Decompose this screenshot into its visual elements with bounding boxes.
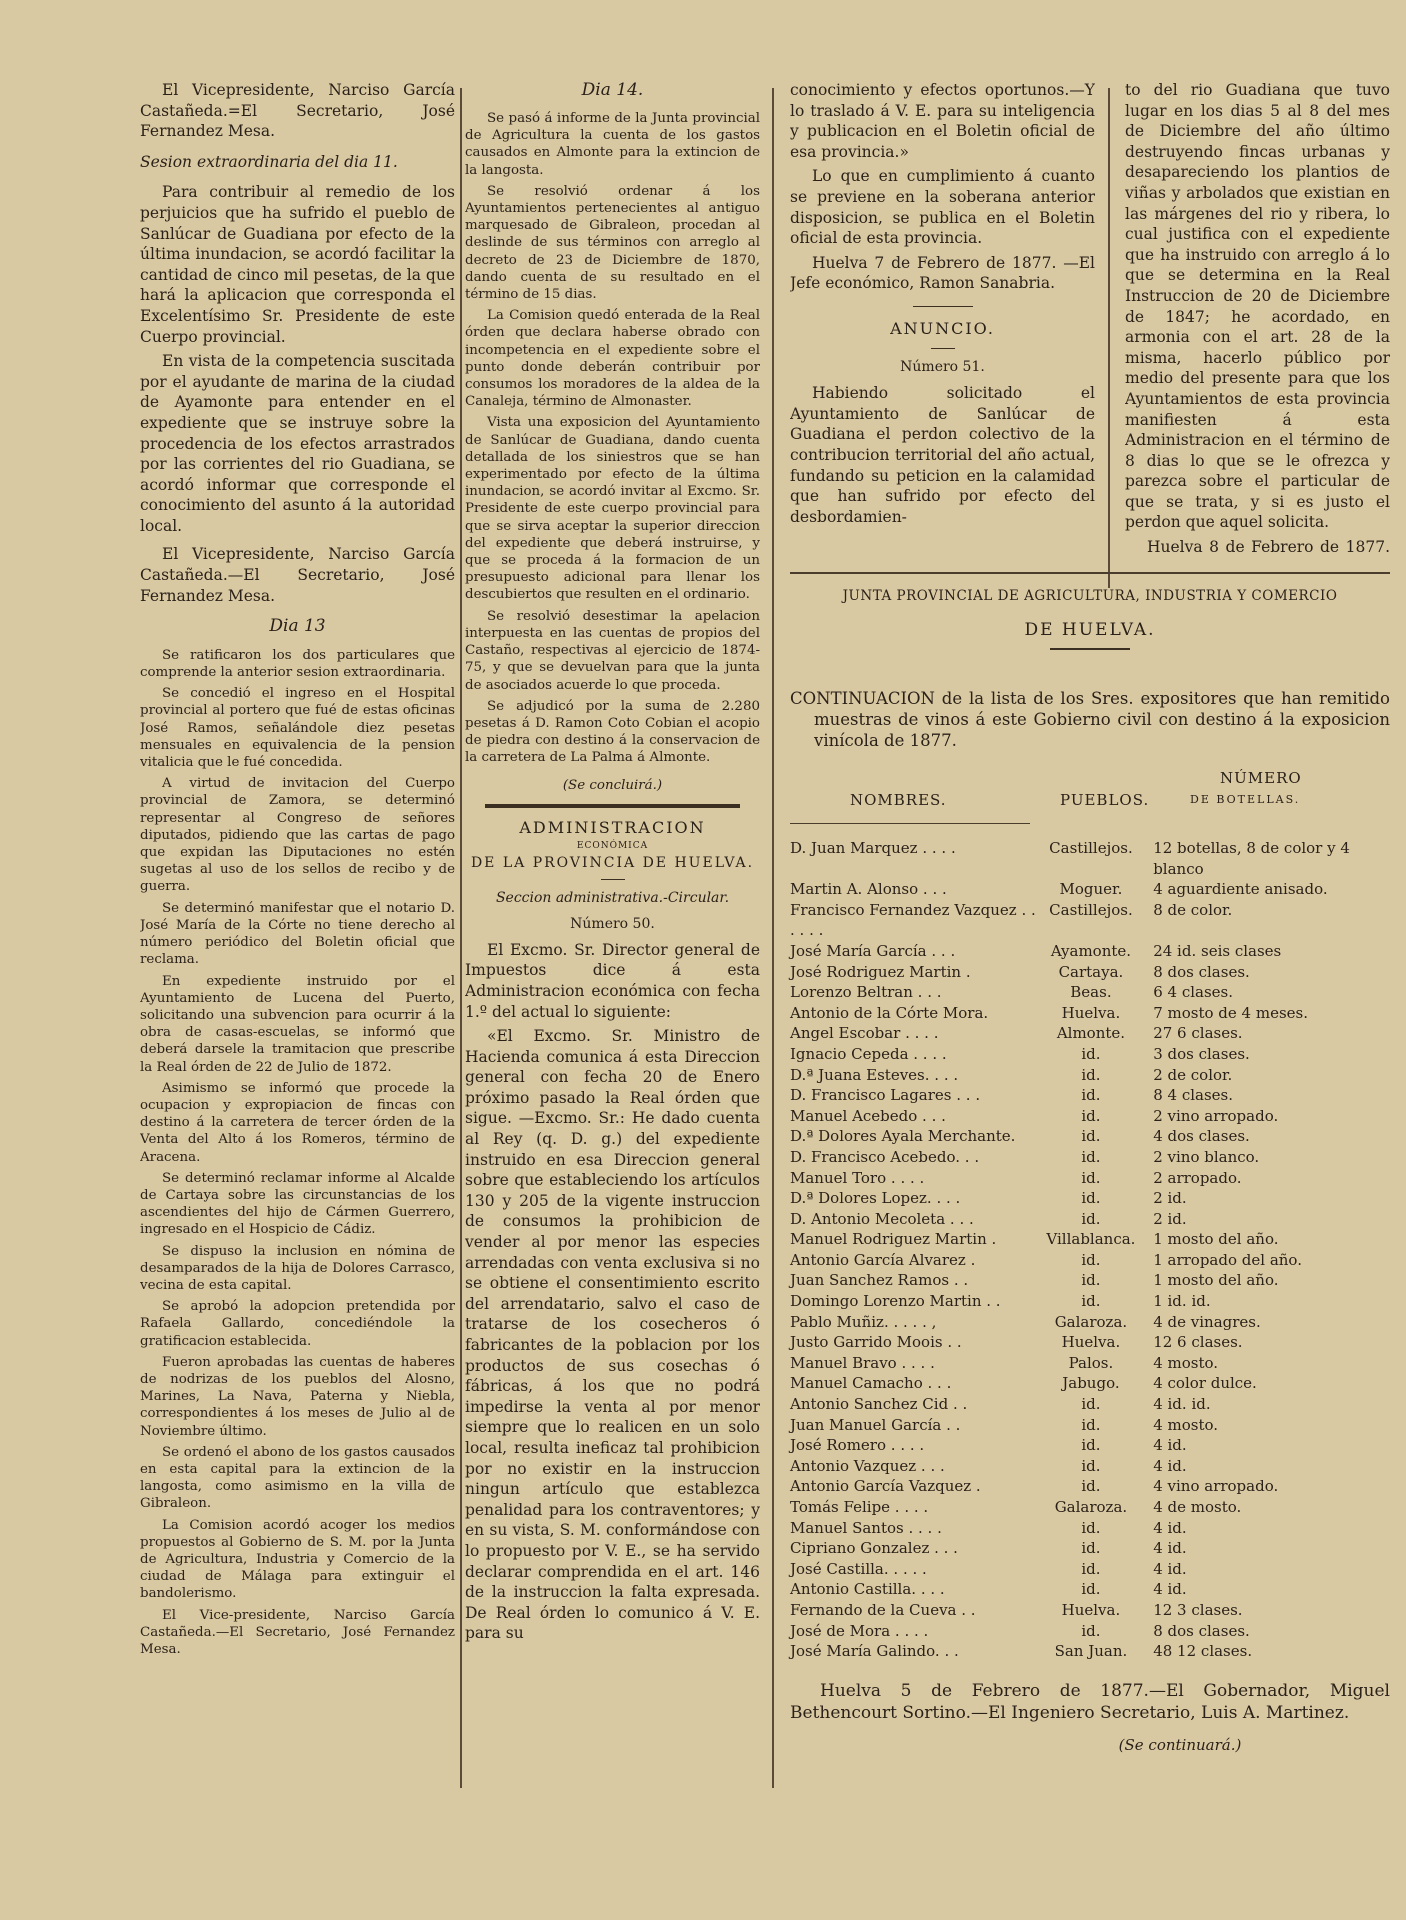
table-row (790, 1291, 1390, 1312)
closing-signature: Huelva 5 de Febrero de 1877.—El Gobernador, Miguel Bethencourt Sortino.—El Ingeniero Secretario, Luis A. Martinez. (790, 1680, 1390, 1723)
column-rule (460, 88, 462, 1788)
cell-name: Cipriano Gonzalez . . . (790, 1539, 958, 1558)
column-4 (1125, 80, 1390, 560)
cell-bottles: 48 12 clases. (1153, 1642, 1253, 1661)
table-row (790, 1373, 1390, 1394)
table-row (790, 1559, 1390, 1580)
cell-name: Manuel Santos . . . . (790, 1518, 942, 1537)
exhibitor-list (790, 688, 1390, 1758)
cell-town: Palos. (1068, 1353, 1114, 1372)
column-2 (465, 80, 760, 1900)
cell-name: José Romero . . . . (790, 1436, 925, 1455)
paragraph: Se adjudicó por la suma de 2.280 pesetas á D. Ramon Coto Cobian el acopio de piedra con destino á la conservacion de la carretera de La Palma á Almonte. (465, 698, 760, 766)
cell-bottles: 4 color dulce. (1153, 1374, 1257, 1393)
cell-town: Castillejos. (1049, 839, 1133, 857)
cell-name: José Castilla. . . . . (790, 1559, 927, 1578)
cell-town: id. (1081, 1147, 1101, 1166)
paragraph: La Comision quedó enterada de la Real órden que declara haberse obrado con incompetencia en el expediente sobre el punto donde deberán contribuir por consumos los moradores de la aldea de la Canaleja, término de Almonaster. (465, 308, 760, 410)
cell-town: id. (1081, 1292, 1101, 1311)
cell-bottles: 1 arropado del año. (1153, 1250, 1302, 1269)
cell-bottles: 2 vino arropado. (1153, 1106, 1279, 1125)
cell-bottles: 8 dos clases. (1153, 962, 1250, 981)
cell-town: id. (1081, 1044, 1101, 1063)
paragraph: A virtud de invitacion del Cuerpo provincial de Zamora, se determinó representar al Congreso de señores diputados, pidiendo que las cartas de pago que expidan las Diputaciones no estén sugetas al uso de los sellos de recibo y de guerra. (140, 776, 455, 895)
cell-name: Pablo Muñiz. . . . . , (790, 1312, 937, 1331)
cell-name: Martin A. Alonso . . . (790, 880, 947, 899)
continuation-note: (Se concluirá.) (562, 777, 663, 793)
paragraph: to del rio Guadiana que tuvo lugar en los dias 5 al 8 del mes de Diciembre del año último destruyendo fincas urbanas y desapareciendo los plantios de viñas y arbolados que existian en las márgenes del rio y ribera, lo cual justifica con el expediente que ha instruido con arreglo á lo que se determina en la Real Instruccion de 20 de Diciembre de 1847; he acordado, en armonia con el art. 28 de la misma, hacerlo público por medio del presente para que los Ayuntamientos de esta provincia manifiesten á esta Administracion en el término de 8 dias lo que se le ofrezca y parezca sobre el particular de que se trata, y si es justo el perdon que aquel solicita. (1125, 81, 1390, 532)
cell-bottles: 1 id. id. (1153, 1292, 1211, 1311)
column-3 (790, 80, 1095, 560)
cell-bottles: 4 id. (1153, 1559, 1187, 1578)
cell-bottles: 4 aguardiente anisado. (1153, 880, 1328, 899)
cell-name: Tomás Felipe . . . . (790, 1498, 929, 1516)
cell-name: Antonio García Alvarez . (790, 1250, 976, 1269)
cell-town: Moguer. (1059, 880, 1123, 899)
cell-bottles: 12 6 clases. (1153, 1333, 1243, 1352)
paragraph: En vista de la competencia suscitada por el ayudante de marina de la ciudad de Ayamonte para entender en el expediente que se instruye sobre la procedencia de los efectos arrastrados por las corrientes del rio Guadiana, se acordó informar que corresponde el conocimiento del asunto á la autoridad local. (140, 352, 455, 535)
cell-town: Huelva. (1061, 1333, 1121, 1352)
cell-name: Manuel Toro . . . . (790, 1168, 925, 1187)
table-row (790, 1538, 1390, 1559)
paragraph: Se aprobó la adopcion pretendida por Rafaela Gallardo, concediéndole la gratificacion establecida. (140, 1299, 455, 1349)
continuation-note: (Se continuará.) (1118, 1735, 1242, 1754)
table-row (790, 1085, 1390, 1106)
cell-bottles: 24 id. seis clases (1153, 941, 1282, 960)
paragraph: «El Excmo. Sr. Ministro de Hacienda comunica á esta Direccion general con fecha 20 de Enero próximo pasado la Real órden que sigue. —Excmo. Sr.: He dado cuenta al Rey (q. D. g.) del expediente instruido en esa Direccion general sobre que estableciendo los artículos 130 y 205 de la vigente instruccion de consumos la prohibicion de vender al por menor las especies arrendadas con venta exclusiva si no se obtiene el consentimiento escrito del arrendatario, salvo el caso de tratarse de los cosecheros ó fabricantes de la poblacion por los productos de sus cosechas ó fábricas, á los que no podrá impedirse la venta al por menor siempre que lo realicen en un solo local, resulta ineficaz tal prohibicion por no existir en la instruccion ningun artículo que establezca penalidad para los contraventores; y en su vista, S. M. conformándose con lo propuesto por V. E., se ha servido declarar comprendida en el art. 146 de la instruccion la falta expresada. De Real órden lo comunico á V. E. para su (465, 1027, 760, 1643)
cell-bottles: 27 6 clases. (1153, 1024, 1243, 1043)
paragraph: Para contribuir al remedio de los perjuicios que ha sufrido el pueblo de Sanlúcar de Guadiana por efecto de la última inundacion, se acordó facilitar la cantidad de cinco mil pesetas, de la que hará la aplicacion que corresponda el Excelentísimo Sr. Presidente de este Cuerpo provincial. (140, 183, 455, 346)
table-row (790, 1641, 1390, 1662)
table-row (790, 1023, 1390, 1044)
table-row (790, 1209, 1390, 1230)
cell-town: id. (1081, 1086, 1101, 1105)
cell-name: Justo Garrido Moois . . (790, 1333, 962, 1352)
cell-town: id. (1081, 1559, 1101, 1578)
cell-bottles: 4 id. (1153, 1436, 1187, 1455)
section-heading: Seccion administrativa.-Circular. (495, 889, 730, 906)
cell-town: Ayamonte. (1050, 941, 1132, 960)
cell-name: D.ª Juana Esteves. . . . (790, 1065, 959, 1084)
notice-number: Número 51. (900, 358, 985, 375)
cell-bottles: 4 mosto. (1153, 1415, 1219, 1434)
table-row (790, 1435, 1390, 1456)
paragraph: conocimiento y efectos oportunos.—Y lo traslado á V. E. para su inteligencia y publicacion en el Boletin oficial de esa provincia.» (790, 81, 1095, 161)
paragraph: Se ordenó el abono de los gastos causados en esta capital para la extincion de la langosta, como asimismo en la villa de Gibraleon. (140, 1444, 455, 1512)
cell-name: D. Francisco Acebedo. . . (790, 1147, 980, 1166)
paragraph: Se resolvió ordenar á los Ayuntamientos pertenecientes al antiguo marquesado de Gibraleon, procedan al deslinde de sus términos con arreglo al decreto de 23 de Diciembre de 1870, dando cuenta de su resultado en el término de 15 dias. (465, 183, 760, 303)
column-header-bottles: DE BOTELLAS. (1190, 793, 1301, 806)
paragraph: La Comision acordó acoger los medios propuestos al Gobierno de S. M. por la Junta de Agricultura, Industria y Comercio de la ciudad de Málaga para extinguir el bandolerismo. (140, 1517, 455, 1602)
table-row (790, 1270, 1390, 1291)
cell-town: Huelva. (1061, 1600, 1121, 1619)
cell-town: Huelva. (1061, 1003, 1121, 1022)
table-row (790, 1621, 1390, 1642)
cell-bottles: 1 mosto del año. (1153, 1230, 1279, 1249)
cell-name: Francisco Fernandez Vazquez . . . . . . (790, 900, 1036, 940)
table-row (790, 1147, 1390, 1168)
table-row (790, 941, 1390, 962)
cell-name: Manuel Acebedo . . . (790, 1106, 946, 1125)
paragraph: Asimismo se informó que procede la ocupacion y expropiacion de fincas con destino á la carretera de tercer órden de la Venta del Alto á los Romeros, término de Aracena. (140, 1080, 455, 1165)
table-row (790, 1106, 1390, 1127)
column-header-towns: PUEBLOS. (1060, 791, 1150, 809)
list-intro: CONTINUACION de la lista de los Sres. expositores que han remitido muestras de vinos á este Gobierno civil con destino á la exposicion vinícola de 1877. (790, 689, 1390, 750)
paragraph: Lo que en cumplimiento á cuanto se previene en la soberana anterior disposicion, se publica en el Boletin oficial de esta provincia. (790, 167, 1095, 248)
cell-bottles: 4 de mosto. (1153, 1498, 1242, 1516)
cell-name: D. Antonio Mecoleta . . . (790, 1209, 974, 1228)
signature: El Vicepresidente, Narciso García Castañeda.=El Secretario, José Fernandez Mesa. (140, 81, 455, 141)
cell-name: Manuel Camacho . . . (790, 1374, 952, 1393)
cell-name: Antonio Vazquez . . . (790, 1456, 945, 1475)
table-row (790, 1312, 1390, 1333)
table-row (790, 1600, 1390, 1621)
cell-name: Antonio de la Córte Mora. (790, 1003, 989, 1022)
cell-bottles: 2 de color. (1153, 1065, 1233, 1084)
cell-name: Antonio García Vazquez . (790, 1477, 981, 1496)
cell-town: id. (1081, 1415, 1101, 1434)
section-title: ADMINISTRACION (519, 817, 706, 837)
cell-bottles: 2 arropado. (1153, 1168, 1242, 1187)
divider (931, 348, 955, 349)
cell-town: id. (1081, 1106, 1101, 1125)
cell-bottles: 8 dos clases. (1153, 1621, 1250, 1640)
cell-name: José Rodriguez Martin . (790, 962, 971, 981)
cell-town: id. (1081, 1456, 1101, 1475)
cell-town: Almonte. (1056, 1024, 1126, 1043)
cell-bottles: 4 vino arropado. (1153, 1477, 1279, 1496)
table-row (790, 1168, 1390, 1189)
paragraph: Habiendo solicitado el Ayuntamiento de Sanlúcar de Guadiana el perdon colectivo de la contribucion territorial del año actual, fundando su peticion en la calamidad que han sufrido por efecto del desbordamien- (790, 384, 1095, 526)
cell-name: Angel Escobar . . . . (790, 1024, 939, 1043)
table-row (790, 879, 1390, 900)
table-row (790, 982, 1390, 1003)
cell-bottles: 4 id. (1153, 1456, 1187, 1475)
cell-town: id. (1081, 1065, 1101, 1084)
junta-header (790, 588, 1390, 658)
table-body (790, 838, 1390, 1662)
cell-bottles: 4 id. id. (1153, 1395, 1211, 1414)
divider (1050, 648, 1130, 650)
cell-bottles: 4 mosto. (1153, 1353, 1219, 1372)
cell-name: Antonio Sanchez Cid . . (790, 1395, 968, 1414)
column-rule (772, 88, 774, 1788)
cell-bottles: 8 de color. (1153, 900, 1233, 919)
junta-title: JUNTA PROVINCIAL DE AGRICULTURA, INDUSTRIA Y COMERCIO (842, 588, 1338, 604)
cell-name: D.ª Dolores Ayala Merchante. (790, 1127, 1016, 1146)
cell-town: id. (1081, 1436, 1101, 1455)
cell-town: Villablanca. (1046, 1230, 1136, 1249)
cell-town: Jabugo. (1062, 1374, 1120, 1393)
cell-town: Galaroza. (1054, 1498, 1128, 1516)
table-row (790, 838, 1390, 879)
table-row (790, 1188, 1390, 1209)
cell-town: Beas. (1070, 983, 1112, 1002)
cell-bottles: 4 id. (1153, 1580, 1187, 1599)
divider (913, 306, 973, 307)
section-heading: Dia 14. (581, 80, 644, 100)
table-row (790, 1126, 1390, 1147)
table-row (790, 1229, 1390, 1250)
paragraph: Se determinó manifestar que el notario D. José María de la Córte no tiene derecho al número periódico del Boletin oficial que reclama. (140, 900, 455, 968)
cell-bottles: 4 de vinagres. (1153, 1312, 1261, 1331)
cell-bottles: 4 id. (1153, 1518, 1187, 1537)
section-heading: Sesion extraordinaria del dia 11. (140, 152, 398, 171)
cell-name: D.ª Dolores Lopez. . . . (790, 1189, 961, 1208)
cell-bottles: 4 dos clases. (1153, 1127, 1250, 1146)
cell-town: id. (1081, 1580, 1101, 1599)
table-row (790, 1415, 1390, 1436)
cell-bottles: 6 4 clases. (1153, 983, 1234, 1002)
cell-name: Fernando de la Cueva . . (790, 1600, 976, 1619)
table-row (790, 1579, 1390, 1600)
cell-name: José de Mora . . . . (790, 1621, 929, 1640)
divider (601, 879, 625, 880)
paragraph: Se dispuso la inclusion en nómina de desamparados de la hija de Dolores Carrasco, vecina de esta capital. (140, 1243, 455, 1293)
table-row (790, 1456, 1390, 1477)
table-row (790, 1476, 1390, 1497)
table-row (790, 1044, 1390, 1065)
section-subtitle: DE LA PROVINCIA DE HUELVA. (470, 854, 755, 871)
paragraph: Se resolvió desestimar la apelacion interpuesta en las cuentas de propios del Castaño, respectivas al ejercicio de 1874-75, y que se devuelvan para que la junta de asociados acuerde lo que proceda. (465, 608, 760, 693)
section-title: ANUNCIO. (890, 318, 995, 338)
cell-name: Antonio Castilla. . . . (790, 1580, 945, 1599)
divider (790, 823, 1030, 824)
paragraph: Se pasó á informe de la Junta provincial de Agricultura la cuenta de los gastos causados en Almonte para la extincion de la langosta. (465, 111, 760, 178)
cell-name: Juan Manuel García . . (790, 1415, 961, 1434)
cell-name: José María Galindo. . . (790, 1642, 959, 1661)
paragraph: En expediente instruido por el Ayuntamiento de Lucena del Puerto, solicitando una subvencion para ocurrir á la obra de casas-escuelas, se informó que deberá darsele la tramitacion que prescribe la Real órden de 22 de Julio de 1872. (140, 973, 455, 1075)
cell-bottles: 3 dos clases. (1153, 1044, 1250, 1063)
signature: El Vice-presidente, Narciso García Castañeda.—El Secretario, José Fernandez Mesa. (140, 1607, 455, 1658)
section-divider (485, 804, 740, 808)
paragraph: Se determinó reclamar informe al Alcalde de Cartaya sobre las circunstancias de los ascendientes del hijo de Cármen Guerrero, ingresado en el Hospicio de Cádiz. (140, 1170, 455, 1238)
cell-bottles: 2 id. (1153, 1209, 1187, 1228)
table-header (790, 755, 1390, 823)
cell-town: id. (1081, 1209, 1101, 1228)
cell-name: Ignacio Cepeda . . . . (790, 1044, 947, 1063)
column-1 (140, 80, 455, 1900)
cell-town: Galaroza. (1054, 1312, 1128, 1331)
cell-town: id. (1081, 1477, 1101, 1496)
cell-town: id. (1081, 1168, 1101, 1187)
cell-town: id. (1081, 1395, 1101, 1414)
table-row (790, 1497, 1390, 1518)
signature: El Vicepresidente, Narciso García Castañeda.—El Secretario, José Fernandez Mesa. (140, 545, 455, 605)
cell-name: Domingo Lorenzo Martin . . (790, 1292, 1001, 1311)
table-row (790, 962, 1390, 983)
table-row (790, 1394, 1390, 1415)
table-row (790, 1065, 1390, 1086)
signature: Huelva 7 de Febrero de 1877. —El Jefe económico, Ramon Sanabria. (790, 253, 1095, 293)
table-row (790, 1003, 1390, 1024)
cell-town: id. (1081, 1189, 1101, 1208)
cell-town: Cartaya. (1058, 962, 1124, 981)
cell-name: Juan Sanchez Ramos . . (790, 1271, 969, 1290)
paragraph: Fueron aprobadas las cuentas de haberes de nodrizas de los pueblos del Alosno, Marines, La Nava, Paterna y Niebla, correspondientes á los meses de Julio al de Noviembre último. (140, 1354, 455, 1439)
cell-bottles: 1 mosto del año. (1153, 1271, 1279, 1290)
column-header-number: NÚMERO (1220, 769, 1302, 787)
cell-bottles: 8 4 clases. (1153, 1086, 1234, 1105)
cell-town: id. (1081, 1621, 1101, 1640)
cell-bottles: 7 mosto de 4 meses. (1153, 1003, 1308, 1022)
table-row (790, 1518, 1390, 1539)
cell-bottles: 2 vino blanco. (1153, 1147, 1260, 1166)
table-row (790, 900, 1390, 941)
cell-bottles: 2 id. (1153, 1189, 1187, 1208)
paragraph: Se ratificaron los dos particulares que comprende la anterior sesion extraordinaria. (140, 647, 455, 681)
cell-bottles: 12 3 clases. (1153, 1600, 1243, 1619)
cell-bottles: 12 botellas, 8 de color y 4 blanco (1153, 839, 1350, 878)
paragraph: Se concedió el ingreso en el Hospital provincial al portero que fué de estas oficinas José Ramos, señalándole diez pesetas mensuales en equivalencia de la pension vitalicia que le fué concedida. (140, 686, 455, 771)
section-subtitle: ECONÓMICA (576, 840, 649, 851)
cell-name: Manuel Bravo . . . . (790, 1353, 935, 1372)
cell-town: id. (1081, 1518, 1101, 1537)
column-rule (1108, 88, 1110, 588)
table-row (790, 1353, 1390, 1374)
cell-town: id. (1081, 1271, 1101, 1290)
cell-name: D. Juan Marquez . . . . (790, 839, 956, 857)
cell-town: id. (1081, 1127, 1101, 1146)
section-divider (790, 572, 1390, 574)
cell-name: D. Francisco Lagares . . . (790, 1086, 981, 1105)
junta-subtitle: DE HUELVA. (1024, 620, 1156, 640)
cell-town: id. (1081, 1539, 1101, 1558)
notice-number: Número 50. (570, 915, 655, 932)
column-header-names: NOMBRES. (850, 791, 947, 809)
cell-name: Lorenzo Beltran . . . (790, 983, 942, 1002)
cell-town: id. (1081, 1250, 1101, 1269)
section-heading: Dia 13 (269, 616, 326, 637)
table-row (790, 1332, 1390, 1353)
paragraph: El Excmo. Sr. Director general de Impuestos dice á esta Administracion económica con fecha 1.º del actual lo siguiente: (465, 940, 760, 1021)
cell-bottles: 4 id. (1153, 1539, 1187, 1558)
signature: Huelva 8 de Febrero de 1877. (1147, 538, 1390, 557)
paragraph: Vista una exposicion del Ayuntamiento de Sanlúcar de Guadiana, dando cuenta detallada de los siniestros que se han experimentado por efecto de la última inundacion, se acordó invitar al Excmo. Sr. Presidente de este cuerpo provincial para que se sirva aceptar la superior direccion del expediente que deberá instruirse, y que se proceda á la formacion de un presupuesto adicional para llenar los descubiertos que resulten en el ordinario. (465, 415, 760, 603)
cell-town: Castillejos. (1049, 900, 1133, 919)
table-row (790, 1250, 1390, 1271)
cell-name: Manuel Rodriguez Martin . (790, 1230, 997, 1249)
cell-name: José María García . . . (790, 941, 956, 960)
cell-town: San Juan. (1054, 1642, 1128, 1661)
